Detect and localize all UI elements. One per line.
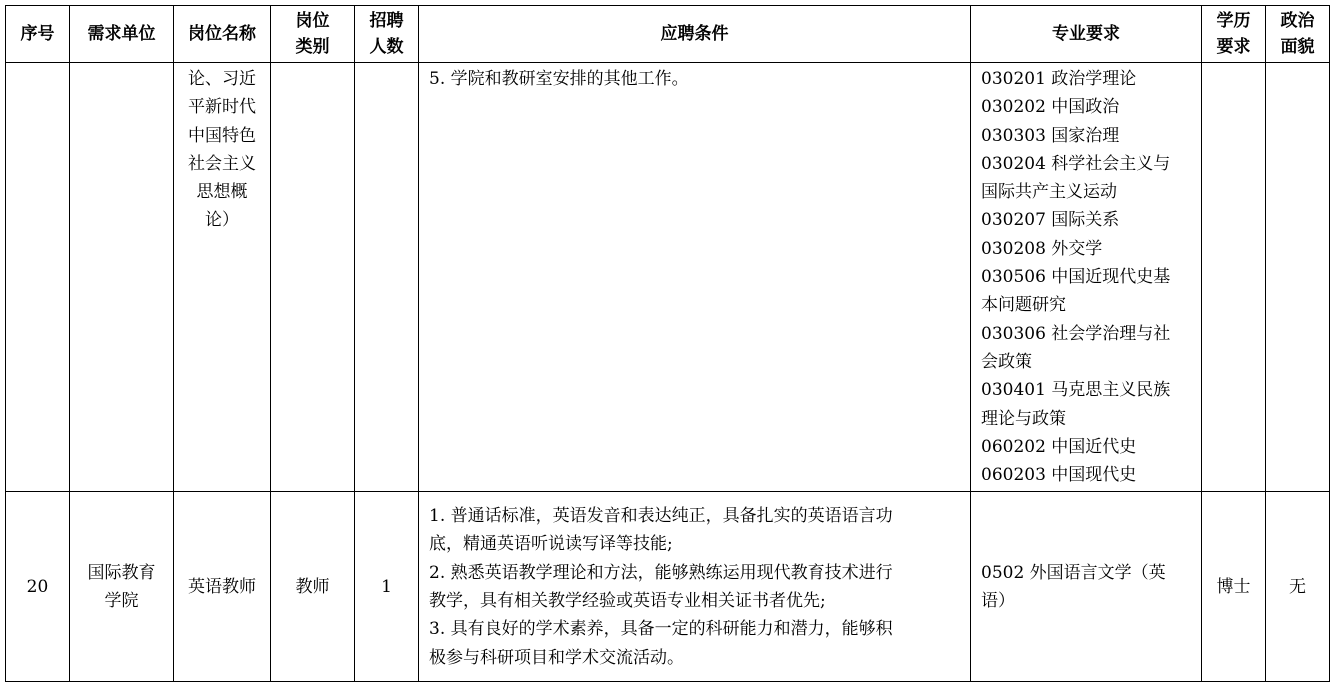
major-line: 060203 中国现代史: [981, 465, 1137, 486]
header-education-line: 学历: [1216, 11, 1251, 31]
cell-index: [6, 63, 70, 492]
cell-major: [971, 492, 1202, 682]
header-education: [1202, 6, 1266, 63]
condition-line: 2. 熟悉英语教学理论和方法，能够熟练运用现代教育技术进行: [429, 562, 893, 583]
cell-politics: [1266, 63, 1330, 492]
header-major: 专业要求: [971, 6, 1202, 63]
header-position-type: [271, 6, 355, 63]
cell-major: [971, 63, 1202, 492]
major-line: 国际共产主义运动: [981, 182, 1117, 203]
major-line: 本问题研究: [981, 295, 1066, 316]
cell-education: 博士: [1202, 492, 1266, 682]
major-line: 030303 国家治理: [981, 125, 1120, 146]
major-line: 030201 政治学理论: [981, 69, 1137, 89]
position-name-text: 论、习近平新时代中国特色社会主义思想概论）: [188, 69, 256, 231]
major-line: 030207 国际关系: [981, 210, 1120, 231]
major-line: 030506 中国近现代史基: [981, 267, 1171, 288]
major-line: 0502 外国语言文学（英: [981, 562, 1166, 583]
cell-education: [1202, 63, 1266, 492]
major-line: 会政策: [981, 351, 1032, 372]
cell-position-name: 英语教师: [174, 492, 271, 682]
header-hire-count-line: 人数: [369, 37, 404, 57]
header-conditions: 应聘条件: [419, 6, 971, 63]
major-line: 030202 中国政治: [981, 97, 1120, 118]
major-line: 理论与政策: [981, 408, 1066, 429]
cell-position-name: [174, 63, 271, 492]
condition-line: 极参与科研项目和学术交流活动。: [429, 647, 684, 668]
header-hire-count: [355, 6, 419, 63]
recruitment-table: [5, 5, 1330, 682]
unit-text: 国际教育学院: [87, 562, 156, 611]
header-unit: 需求单位: [70, 6, 174, 63]
cell-hire-count: [355, 63, 419, 492]
cell-politics: 无: [1266, 492, 1330, 682]
header-hire-count-line: 招聘: [369, 11, 404, 31]
cell-conditions: [419, 492, 971, 682]
major-line: 语）: [981, 590, 1015, 611]
header-education-line: 要求: [1216, 37, 1251, 57]
cell-unit: [70, 63, 174, 492]
header-politics-line: 政治: [1280, 11, 1315, 31]
major-line: 030401 马克思主义民族: [981, 380, 1171, 401]
header-politics: [1266, 6, 1330, 63]
major-line: 030306 社会学治理与社: [981, 323, 1171, 344]
condition-line: 5. 学院和教研室安排的其他工作。: [429, 69, 689, 89]
table-row: [6, 63, 1330, 492]
cell-unit: [70, 492, 174, 682]
condition-line: 底，精通英语听说读写译等技能;: [429, 534, 673, 555]
cell-position-type: [271, 63, 355, 492]
major-line: 060202 中国近代史: [981, 436, 1137, 457]
cell-index: 20: [6, 492, 70, 682]
header-row: [6, 6, 1330, 63]
header-index: 序号: [6, 6, 70, 63]
cell-hire-count: 1: [355, 492, 419, 682]
header-position-name: 岗位名称: [174, 6, 271, 63]
major-line: 030208 外交学: [981, 238, 1103, 259]
cell-position-type: 教师: [271, 492, 355, 682]
header-politics-line: 面貌: [1280, 37, 1315, 57]
header-position-type-line: 类别: [295, 37, 330, 57]
table-row: [6, 492, 1330, 682]
condition-line: 3. 具有良好的学术素养，具备一定的科研能力和潜力，能够积: [429, 619, 893, 640]
major-line: 030204 科学社会主义与: [981, 153, 1171, 174]
condition-line: 1. 普通话标准，英语发音和表达纯正，具备扎实的英语语言功: [429, 506, 893, 527]
header-position-type-line: 岗位: [295, 11, 330, 31]
cell-conditions: [419, 63, 971, 492]
condition-line: 教学，具有相关教学经验或英语专业相关证书者优先;: [429, 590, 826, 611]
